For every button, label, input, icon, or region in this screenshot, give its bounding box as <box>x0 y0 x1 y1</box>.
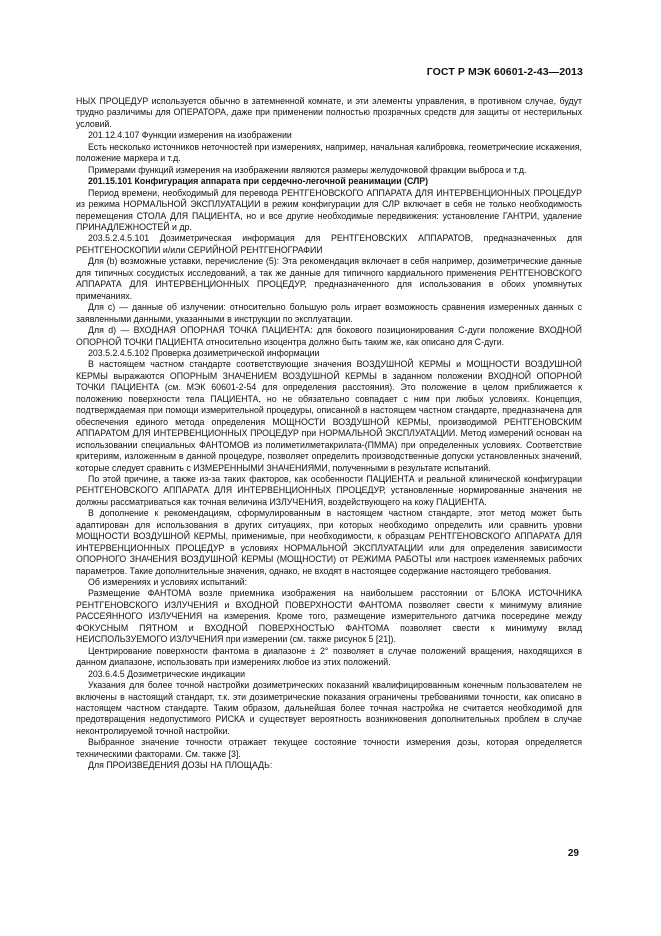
paragraph: Для с) — данные об излучении: относительно большую роль играет возможность сравнения измеренных данных с заявленными данными, указанными в инструкции по эксплуатации. <box>76 302 582 324</box>
paragraph: В настоящем частном стандарте соответствующие значения ВОЗДУШНОЙ КЕРМЫ и МОЩНОСТИ ВОЗДУШНОЙ КЕРМЫ выражаются ОПОРНЫМ ЗНАЧЕНИЕМ ВОЗДУШНОЙ КЕРМЫ в заданном положении ВХОДНОЙ ОПОРНОЙ ТОЧКИ ПАЦИЕНТА (см. МЭК 60601-2-54 для определения расстояния). Это положение в целом приближается к положению поверхности тела ПАЦИЕНТА, но не обязательно совпадает с ним при любых условиях. Концепция, подтверждаемая при помощи измерительной процедуры, описанной в настоящем частном стандарте, предназначена для обеспечения единого метода определения МОЩНОСТИ ВОЗДУШНОЙ КЕРМЫ, производимой РЕНТГЕНОВСКИМ АППАРАТОМ ДЛЯ ИНТЕРВЕНЦИОННЫХ ПРОЦЕДУР при НОРМАЛЬНОЙ ЭКСПЛУАТАЦИИ. Метод измерений основан на использовании специальных ФАНТОМОВ из полиметилметакрилата-(ПММА) при определенных условиях. Соответствие критериям, изложенным в данной процедуре, позволяет определить производственные допуски установленных значений, которые следует сравнить с ИЗМЕРЕННЫМИ ЗНАЧЕНИЯМИ, полученными в результате испытаний. <box>76 359 582 473</box>
paragraph: Для ПРОИЗВЕДЕНИЯ ДОЗЫ НА ПЛОЩАДЬ: <box>88 760 273 771</box>
paragraph: Указания для более точной настройки дозиметрических показаний квалифицированным конечным пользователем не включены в настоящий стандарт, т.к. эти дозиметрические показания ограничены требованиями точности, как описано в настоящем частном стандарте. Таким образом, дальнейшая более точная настройка не считается необходимой для предотвращения недопустимого РИСКА и существует вероятность возникновения дополнительных проблем в случае неконтролируемой точной настройки. <box>76 680 582 736</box>
document-body <box>76 96 582 772</box>
section-heading: 203.5.2.4.5.102 Проверка дозиметрической информации <box>88 347 320 358</box>
paragraph: Период времени, необходимый для перевода РЕНТГЕНОВСКОГО АППАРАТА ДЛЯ ИНТЕРВЕНЦИОННЫХ ПРОЦЕДУР из режима НОРМАЛЬНОЙ ЭКСПЛУАТАЦИИ в режим конфигурации для СЛР включает в себя не только необходимость перемещения СТОЛА ДЛЯ ПАЦИЕНТА, но и все другие необходимые передвижения: установление ГАНТРИ, удаление ПРИНАДЛЕЖНОСТЕЙ и др. <box>76 187 582 232</box>
section-heading: 203.5.2.4.5.101 Дозиметрическая информация для РЕНТГЕНОВСКИХ АППАРАТОВ, предназначенных для РЕНТГЕНОСКОПИИ и/или СЕРИЙНОЙ РЕНТГЕНОГРАФИИ <box>76 233 582 255</box>
paragraph: По этой причине, а также из-за таких факторов, как особенности ПАЦИЕНТА и реальной клинической конфигурации РЕНТГЕНОВСКОГО АППАРАТА ДЛЯ ИНТЕРВЕНЦИОННЫХ ПРОЦЕДУР, установленные нормированные значения не должны рассматриваться как точная величина ИЗЛУЧЕНИЯ, воздействующего на кожу ПАЦИЕНТА. <box>76 473 582 507</box>
paragraph: В дополнение к рекомендациям, сформулированным в настоящем частном стандарте, этот метод может быть адаптирован для использования в других ситуациях, при которых необходимо определить или сравнить уровни МОЩНОСТИ ВОЗДУШНОЙ КЕРМЫ, применимые, при необходимости, к образцам РЕНТГЕНОВСКОГО АППАРАТА ДЛЯ ИНТЕРВЕНЦИОННЫХ ПРОЦЕДУР в условиях НОРМАЛЬНОЙ ЭКСПЛУАТАЦИИ или для определения зависимости ОПОРНОГО ЗНАЧЕНИЯ ВОЗДУШНОЙ КЕРМЫ (МОЩНОСТИ) от РЕЖИМА РАБОТЫ или настроек изменяемых рабочих параметров. Такие дополнительные значения, однако, не входят в настоящее содержание настоящего требования. <box>76 508 582 576</box>
section-heading-bold: 201.15.101 Конфигурация аппарата при сердечно-легочной реанимации (СЛР) <box>88 176 429 187</box>
paragraph: Для d) — ВХОДНАЯ ОПОРНАЯ ТОЧКА ПАЦИЕНТА: для бокового позиционирования С-дуги положение ВХОДНОЙ ОПОРНОЙ ТОЧКИ ПАЦИЕНТА относительно изоцентра должно быть таким же, как описано для С-дуги. <box>76 325 582 347</box>
section-heading: 201.12.4.107 Функции измерения на изображении <box>88 130 292 141</box>
paragraph: Есть несколько источников неточностей при измерениях, например, начальная калибровка, геометрические искажения, положение маркера и т.д. <box>76 141 582 164</box>
section-heading: 203.6.4.5 Дозиметрические индикации <box>88 668 246 679</box>
paragraph: НЫХ ПРОЦЕДУР используется обычно в затемненной комнате, и эти элементы управления, в противном случае, будут трудно различимы для ОПЕРАТОРА, даже при применении полностью прозрачных средств для защиты от нестерильных условий. <box>76 96 582 129</box>
paragraph: Примерами функций измерения на изображении являются размеры желудочковой фракции выброса и т.д. <box>88 164 527 175</box>
paragraph: Центрирование поверхности фантома в диапазоне ± 2° позволяет в случае положений вращения, находящихся в данном диапазоне, использовать при измерениях любое из этих положений. <box>76 645 582 668</box>
paragraph: Размещение ФАНТОМА возле приемника изображения на наибольшем расстоянии от БЛОКА ИСТОЧНИКА РЕНТГЕНОВСКОГО ИЗЛУЧЕНИЯ и ВХОДНОЙ ПОВЕРХНОСТИ ФАНТОМА позволяет свести к минимуму влияние РАССЕЯННОГО ИЗЛУЧЕНИЯ на измерения. Кроме того, размещение измерительного датчика посередине между ФОКУСНЫМ ПЯТНОМ и ВХОДНОЙ ПОВЕРХНОСТЬЮ ФАНТОМА позволяет свести к минимуму вклад НЕИСПОЛЬЗУЕМОГО ИЗЛУЧЕНИЯ при измерении (см. также рисунок 5 [21]). <box>76 588 582 645</box>
paragraph: Выбранное значение точности отражает текущее состояние точности измерения дозы, которая определяется техническими факторами. См. также [3]. <box>76 737 582 759</box>
paragraph: Для (b) возможные уставки, перечисление (5): Эта рекомендация включает в себя например, дозиметрические данные для типичных сосудистых исследований, а так же данные для типичного кардиального применения РЕНТГЕНОВСКОГО АППАРАТА ДЛЯ ИНТЕРВЕНЦИОННЫХ ПРОЦЕДУР, предназначенного для использования в обоих упомянутых примечаниях. <box>76 256 582 301</box>
paragraph: Об измерениях и условиях испытаний: <box>88 577 248 588</box>
document-header: ГОСТ Р МЭК 60601-2-43—2013 <box>426 66 583 78</box>
page-number: 29 <box>567 848 579 859</box>
